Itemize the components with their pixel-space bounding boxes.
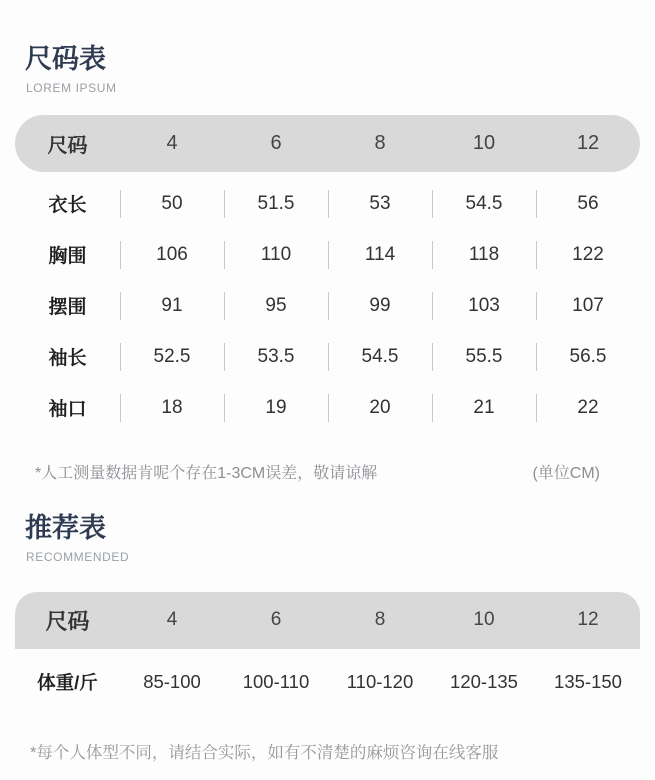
table-cell: 20 bbox=[328, 382, 432, 433]
measurement-note: *人工测量数据肯呢个存在1-3CM误差，敬请谅解 bbox=[35, 465, 378, 483]
table-cell: 107 bbox=[536, 280, 640, 331]
row-label: 摆围 bbox=[48, 297, 87, 319]
row-label: 胸围 bbox=[48, 246, 87, 268]
size-header-col: 12 bbox=[576, 132, 600, 155]
recommend-header-col: 12 bbox=[577, 609, 599, 631]
table-cell: 51.5 bbox=[224, 178, 328, 229]
size-header-col: 4 bbox=[166, 132, 178, 155]
size-header-label: 尺码 bbox=[47, 135, 88, 158]
table-cell: 99 bbox=[328, 280, 432, 331]
table-cell: 114 bbox=[328, 229, 432, 280]
weight-row bbox=[15, 649, 640, 715]
table-cell: 56.5 bbox=[536, 331, 640, 382]
table-cell: 53 bbox=[328, 178, 432, 229]
table-cell: 91 bbox=[120, 280, 224, 331]
recommend-subtitle: RECOMMENDED bbox=[26, 550, 130, 565]
table-row bbox=[15, 382, 640, 433]
recommend-header-col: 8 bbox=[374, 609, 386, 631]
recommend-title: 推荐表 bbox=[25, 513, 106, 544]
table-cell: 103 bbox=[432, 280, 536, 331]
table-cell: 56 bbox=[536, 178, 640, 229]
measurement-note-line bbox=[35, 460, 600, 483]
size-chart-title: 尺码表 bbox=[25, 44, 106, 74]
table-cell: 135-150 bbox=[554, 670, 622, 692]
body-type-note: *每个人体型不同，请结合实际，如有不清楚的麻烦咨询在线客服 bbox=[30, 743, 499, 762]
size-chart-subtitle: LOREM IPSUM bbox=[26, 81, 117, 96]
size-header-col: 6 bbox=[270, 132, 282, 155]
table-cell: 54.5 bbox=[328, 331, 432, 382]
table-row bbox=[15, 331, 640, 382]
table-row bbox=[15, 229, 640, 280]
recommend-table-header bbox=[15, 592, 640, 649]
recommend-header-col: 10 bbox=[473, 609, 495, 631]
unit-note: (单位CM) bbox=[532, 465, 600, 483]
size-table-header bbox=[15, 115, 640, 172]
table-cell: 18 bbox=[120, 382, 224, 433]
table-cell: 120-135 bbox=[450, 670, 518, 692]
recommend-header-label: 尺码 bbox=[45, 608, 90, 634]
recommend-header-col: 4 bbox=[166, 609, 178, 631]
table-cell: 122 bbox=[536, 229, 640, 280]
size-table-body bbox=[15, 178, 640, 433]
recommend-section bbox=[0, 513, 655, 762]
table-cell: 50 bbox=[120, 178, 224, 229]
table-cell: 85-100 bbox=[143, 670, 201, 692]
recommend-header-col: 6 bbox=[270, 609, 282, 631]
table-cell: 106 bbox=[120, 229, 224, 280]
table-cell: 100-110 bbox=[242, 670, 310, 692]
table-cell: 19 bbox=[224, 382, 328, 433]
table-cell: 110 bbox=[224, 229, 328, 280]
table-cell: 21 bbox=[432, 382, 536, 433]
row-label: 衣长 bbox=[48, 195, 87, 217]
table-cell: 55.5 bbox=[432, 331, 536, 382]
size-header-col: 8 bbox=[374, 132, 386, 155]
table-cell: 54.5 bbox=[432, 178, 536, 229]
table-cell: 52.5 bbox=[120, 331, 224, 382]
table-row bbox=[15, 280, 640, 331]
table-cell: 22 bbox=[536, 382, 640, 433]
table-cell: 95 bbox=[224, 280, 328, 331]
size-header-col: 10 bbox=[472, 132, 496, 155]
row-label: 体重/斤 bbox=[37, 671, 98, 693]
table-cell: 118 bbox=[432, 229, 536, 280]
row-label: 袖口 bbox=[48, 399, 87, 421]
table-cell: 110-120 bbox=[346, 670, 414, 692]
table-row bbox=[15, 178, 640, 229]
row-label: 袖长 bbox=[48, 348, 87, 370]
table-cell: 53.5 bbox=[224, 331, 328, 382]
